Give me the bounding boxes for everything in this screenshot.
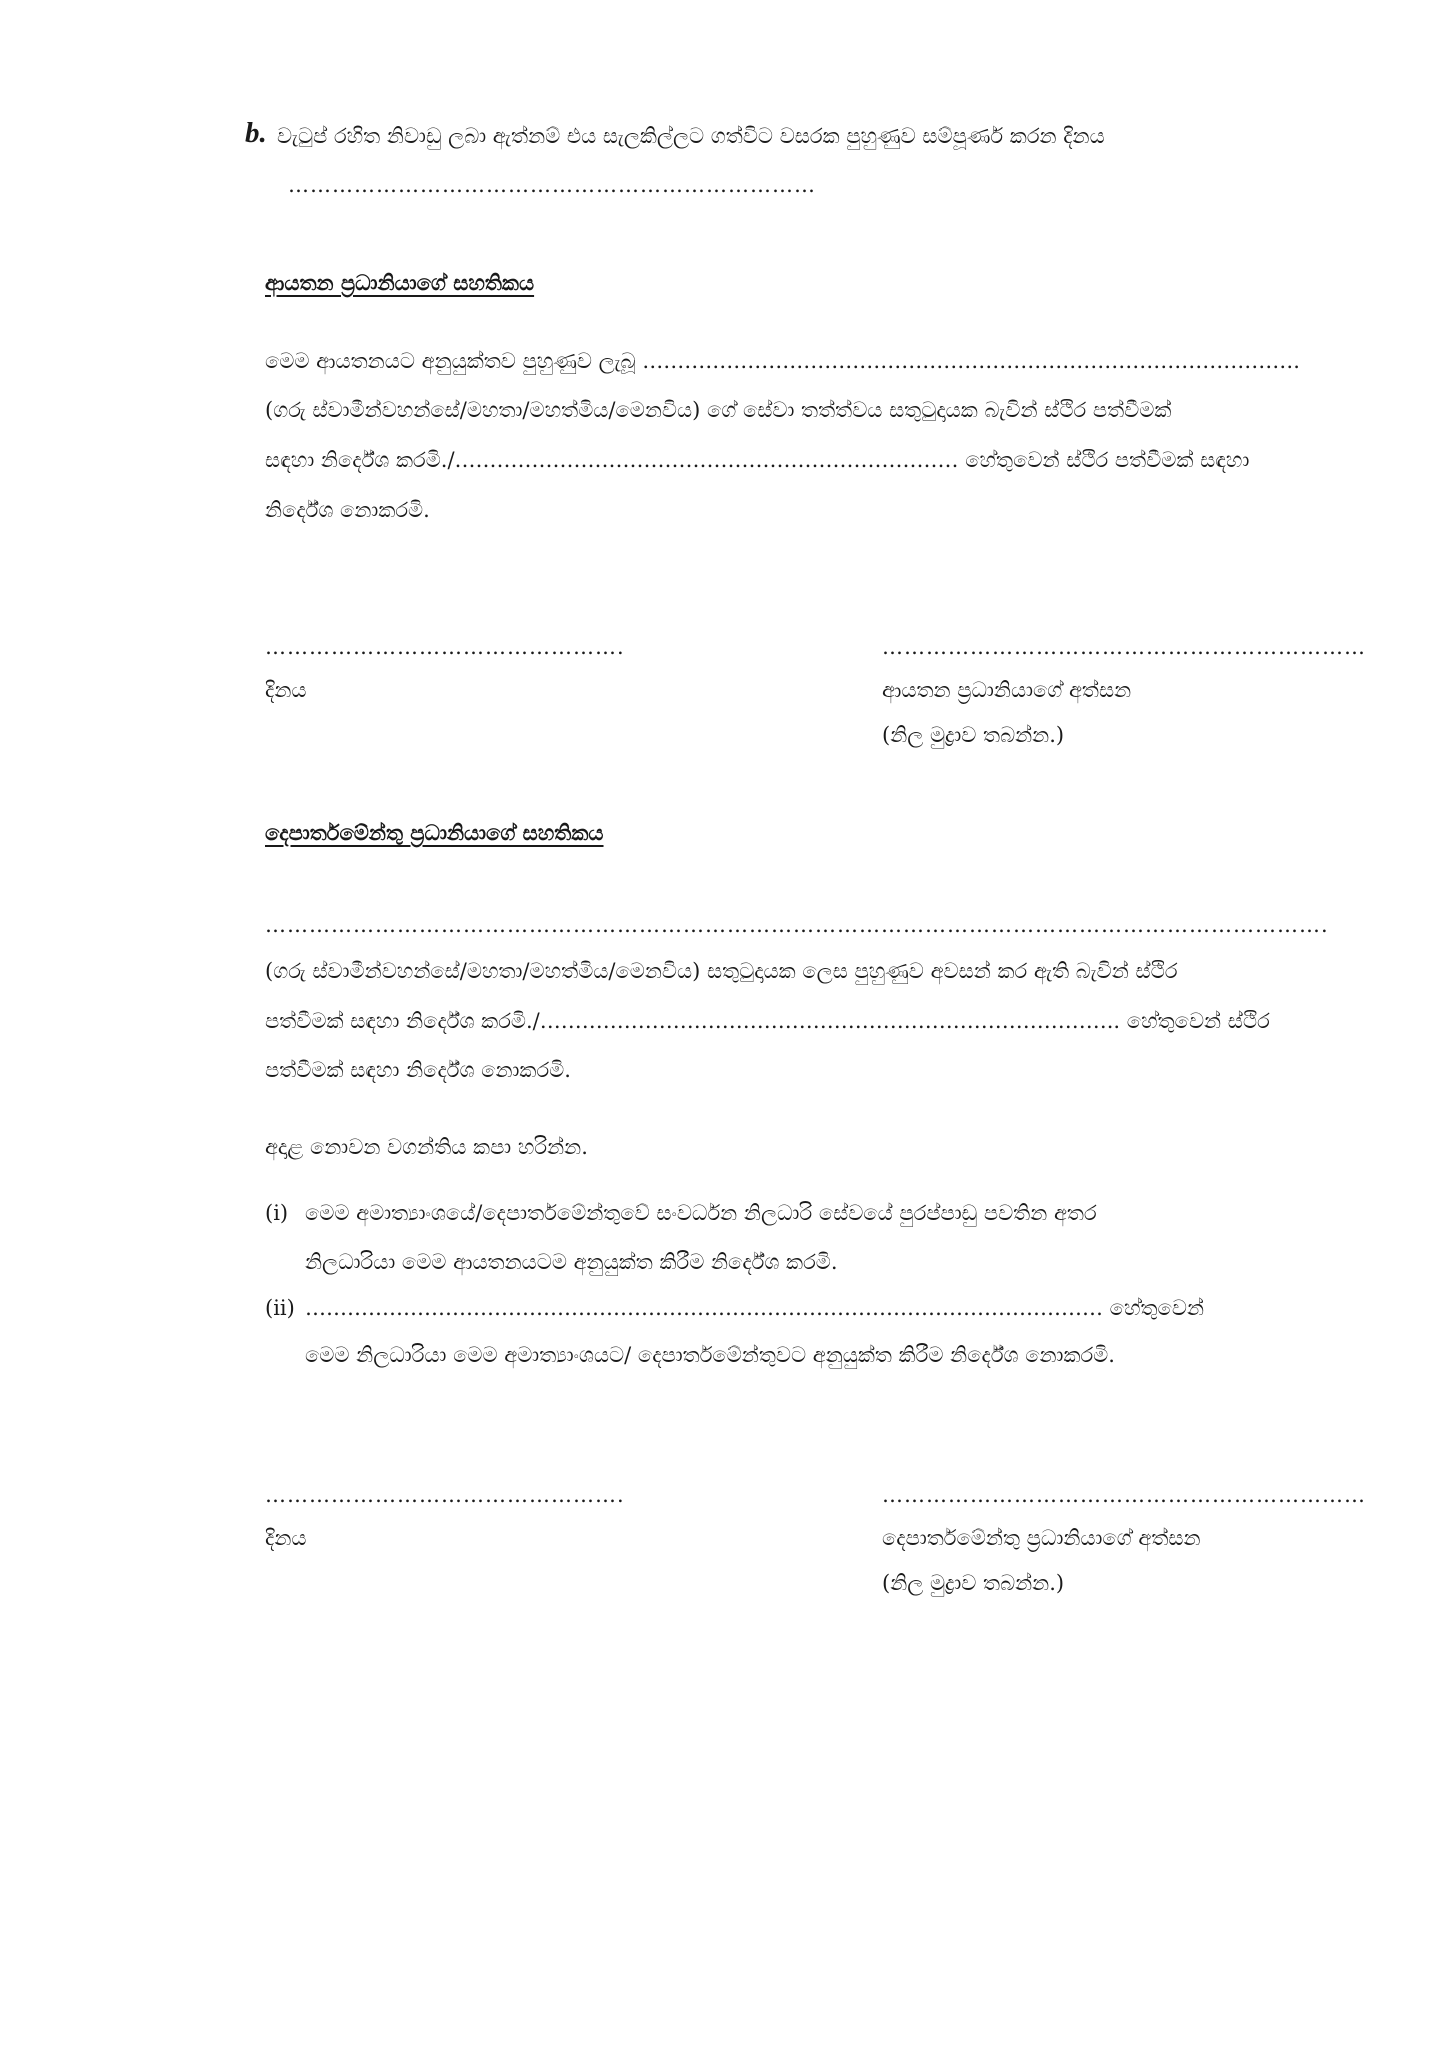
strike-out-instruction: අදාළ නොවන වගන්තිය කපා හරින්න.	[265, 1135, 588, 1159]
department-name-blank: ……………………………………………………………………………………………………………………………….	[265, 913, 1329, 937]
institution-signature-label: ආයතන ප්‍රධානියාගේ අත්සන	[882, 678, 1132, 702]
department-date-blank: ………………………………………….	[265, 1483, 625, 1507]
department-signature-blank: …………………………………………………………	[882, 1483, 1366, 1507]
department-signature-label: දෙපාර්තමේන්තු ප්‍රධානියාගේ අත්සන	[882, 1526, 1201, 1550]
section-b-marker: b.	[245, 117, 267, 149]
department-cert-heading: දෙපාර්තමේන්තු ප්‍රධානියාගේ සහතිකය	[265, 820, 604, 845]
option-i-line-2: නිලධාරියා මෙම ආයතනයටම අනුයුක්ත කිරීම නිර්දේශ කරමි.	[305, 1250, 838, 1274]
institution-signature-blank: …………………………………………………………	[882, 635, 1366, 659]
institution-date-label: දිනය	[265, 678, 307, 702]
section-b-date-blank: ………………………………………………………………	[288, 173, 816, 197]
option-ii-number: (ii)	[265, 1296, 295, 1320]
institution-cert-line-3: සඳහා නිර්දේශ කරමි./……………………………………………………………… හේතුවෙන් ස්ථිර පත්වීමක් සඳහා	[265, 448, 1250, 472]
section-b-text: වැටුප් රහිත නිවාඩු ලබා ඇත්නම් එය සැලකිල්ලට ගත්විට වසරක පුහුණුව සම්පූර්ණ කරන දිනය	[277, 124, 1105, 148]
option-ii-line-2: මෙම නිලධාරියා මෙම අමාත්‍යාංශයට/ දෙපාර්තමේන්තුවට අනුයුක්ත කිරීම නිර්දේශ නොකරමි.	[305, 1343, 1115, 1367]
department-cert-line-3: පත්වීමක් සඳහා නිර්දේශ නොකරමි.	[265, 1058, 571, 1082]
department-cert-line-1: (ගරු ස්වාමීන්වහන්සේ/මහතා/මහත්මිය/මෙනවිය) සතුටුදායක ලෙස පුහුණුව අවසන් කර ඇති බැවින් ස්ථිර	[265, 959, 1178, 983]
department-date-label: දිනය	[265, 1526, 307, 1550]
option-i-number: (i)	[265, 1201, 289, 1225]
option-ii-line-1: …………………………………………………………………………………………………… හේතුවෙන්	[305, 1296, 1205, 1320]
institution-cert-line-2: (ගරු ස්වාමීන්වහන්සේ/මහතා/මහත්මිය/මෙනවිය) ගේ සේවා තත්ත්වය සතුටුදායක බැවින් ස්ථිර පත්වීමක්	[265, 398, 1172, 422]
institution-date-blank: ………………………………………….	[265, 635, 625, 659]
institution-cert-heading: ආයතන ප්‍රධානියාගේ සහතිකය	[265, 270, 535, 295]
institution-cert-line-1: මෙම ආයතනයට අනුයුක්තව පුහුණුව ලැබූ ………………………………………………………………………………….	[265, 349, 1300, 373]
institution-cert-line-4: නිර්දේශ නොකරමි.	[265, 498, 430, 522]
option-i-line-1: මෙම අමාත්‍යාංශයේ/දෙපාර්තමේන්තුවේ සංවර්ධන නිලධාරි සේවයේ පුරප්පාඩු පවතින අතර	[305, 1201, 1097, 1225]
department-seal-note: (නිල මුද්‍රාව තබන්න.)	[882, 1571, 1065, 1595]
department-cert-line-2: පත්වීමක් සඳහා නිර්දේශ කරමි./……………………………………………………………………….. හේතුවෙන් ස්ථිර	[265, 1009, 1270, 1033]
institution-seal-note: (නිල මුද්‍රාව තබන්න.)	[882, 723, 1065, 747]
